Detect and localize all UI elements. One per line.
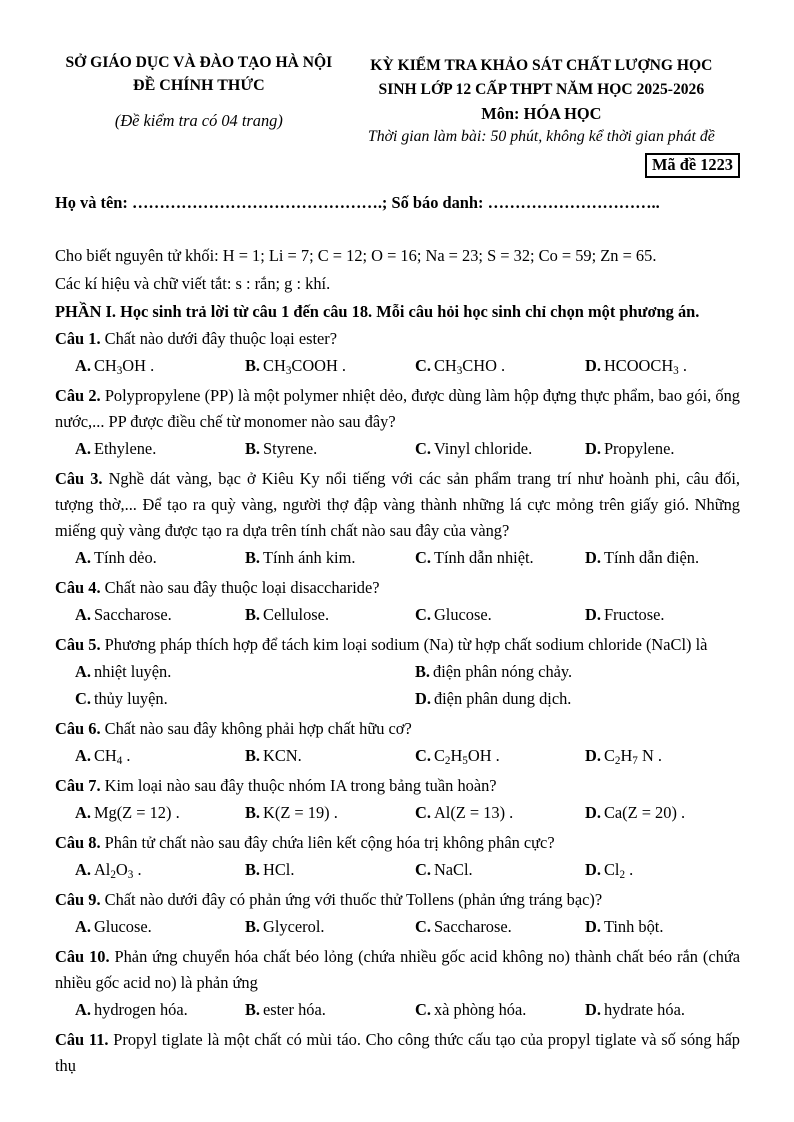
student-info-line <box>55 191 740 214</box>
question-number: Câu 5. <box>55 635 101 654</box>
atomic-masses-note: Cho biết nguyên tử khối: H = 1; Li = 7; C = 12; O = 16; Na = 23; S = 32; Co = 59; Zn = 65. <box>55 246 657 265</box>
option-letter: A. <box>75 746 91 765</box>
question-3-option-b <box>245 544 415 571</box>
question-number: Câu 3. <box>55 469 103 488</box>
question-7-option-d <box>585 799 740 826</box>
question-3-option-a <box>75 544 245 571</box>
name-dots-field: ……………………………………….; <box>131 193 388 212</box>
question-9 <box>55 887 740 940</box>
question-8 <box>55 830 740 883</box>
question-2-options <box>55 435 740 462</box>
option-text: hydrogen hóa. <box>93 1000 188 1019</box>
question-text <box>55 716 740 742</box>
question-text <box>55 632 740 658</box>
option-text: điện phân nóng chảy. <box>433 662 573 681</box>
question-body: Phản ứng chuyển hóa chất béo lỏng (chứa nhiều gốc acid không no) thành chất béo rắn (chứa nhiều gốc acid no) là phản ứng <box>55 947 740 992</box>
name-label: Họ và tên: <box>55 193 128 212</box>
option-letter: C. <box>415 1000 431 1019</box>
option-text: Propylene. <box>603 439 675 458</box>
option-letter: D. <box>585 803 601 822</box>
option-letter: D. <box>585 439 601 458</box>
question-7 <box>55 773 740 826</box>
question-8-option-a <box>75 856 245 883</box>
question-1-option-d <box>585 352 740 379</box>
abbreviations-note: Các kí hiệu và chữ viết tắt: s : rắn; g : khí. <box>55 274 331 293</box>
question-body: Kim loại nào sau đây thuộc nhóm IA trong bảng tuần hoàn? <box>104 776 497 795</box>
question-2-option-d <box>585 435 740 462</box>
question-3-option-d <box>585 544 740 571</box>
option-text: Saccharose. <box>93 605 172 624</box>
question-3 <box>55 466 740 571</box>
option-text: Tinh bột. <box>603 917 664 936</box>
option-letter: D. <box>585 917 601 936</box>
option-text: thủy luyện. <box>93 689 168 708</box>
question-text <box>55 887 740 913</box>
option-text: hydrate hóa. <box>603 1000 685 1019</box>
option-letter: A. <box>75 548 91 567</box>
option-text: điện phân dung dịch. <box>433 689 572 708</box>
question-9-options <box>55 913 740 940</box>
option-text: $Cl_2$ . <box>603 860 634 881</box>
exam-title-block <box>343 54 740 178</box>
question-10-options <box>55 996 740 1023</box>
department-name: SỞ GIÁO DỤC VÀ ĐÀO TẠO HÀ NỘI <box>65 54 333 71</box>
question-5 <box>55 632 740 712</box>
question-1-options <box>55 352 740 379</box>
option-text: ester hóa. <box>263 1000 326 1019</box>
option-text: NaCl. <box>433 860 473 879</box>
question-number: Câu 9. <box>55 890 101 909</box>
question-4-option-d <box>585 601 740 628</box>
official-exam-label: ĐỀ CHÍNH THỨC <box>133 77 265 94</box>
question-number: Câu 6. <box>55 719 101 738</box>
option-letter: C. <box>415 439 431 458</box>
option-letter: D. <box>585 860 601 879</box>
question-3-options <box>55 544 740 571</box>
question-9-option-c <box>415 913 585 940</box>
option-letter: B. <box>245 803 261 822</box>
question-4-option-b <box>245 601 415 628</box>
option-letter: A. <box>75 860 91 879</box>
exam-code-badge: Mã đề 1223 <box>645 153 740 178</box>
question-text <box>55 1027 740 1079</box>
candidate-number-dots-field: ………………………….. <box>487 193 660 212</box>
option-letter: C. <box>415 746 431 765</box>
option-text: Saccharose. <box>433 917 512 936</box>
option-letter: C. <box>415 605 431 624</box>
question-8-option-b <box>245 856 415 883</box>
question-body: Polypropylene (PP) là một polymer nhiệt dẻo, được dùng làm hộp đựng thực phẩm, bao gói, ống nước,... PP được điều chế từ monomer nào sau đây? <box>55 386 740 431</box>
option-letter: A. <box>75 917 91 936</box>
exam-duration: Thời gian làm bài: 50 phút, không kể thời gian phát đề <box>367 128 715 145</box>
question-6-option-c <box>415 742 585 769</box>
option-letter: D. <box>585 746 601 765</box>
question-body: Phương pháp thích hợp để tách kim loại sodium (Na) từ hợp chất sodium chloride (NaCl) là <box>104 635 708 654</box>
option-text: $CH_3COOH$ . <box>263 356 347 377</box>
option-letter: B. <box>245 917 261 936</box>
part1-heading: PHẦN I. Học sinh trả lời từ câu 1 đến câu 18. Mỗi câu hỏi học sinh chỉ chọn một phương án. <box>55 302 700 321</box>
question-1-option-b <box>245 352 415 379</box>
option-text: Styrene. <box>263 439 318 458</box>
question-text <box>55 830 740 856</box>
question-5-option-d <box>415 685 740 712</box>
info-block <box>55 242 740 326</box>
option-letter: B. <box>245 548 261 567</box>
option-text: Tính dẫn điện. <box>603 548 700 567</box>
option-text: $CH_4$ . <box>93 746 131 767</box>
question-4 <box>55 575 740 628</box>
option-text: $CH_3OH$ . <box>93 356 155 377</box>
option-letter: B. <box>245 746 261 765</box>
question-7-options <box>55 799 740 826</box>
question-4-option-a <box>75 601 245 628</box>
question-9-option-a <box>75 913 245 940</box>
option-letter: B. <box>245 439 261 458</box>
question-9-option-d <box>585 913 740 940</box>
question-6-option-d <box>585 742 740 769</box>
question-1 <box>55 326 740 379</box>
question-text <box>55 383 740 435</box>
option-letter: C. <box>75 689 91 708</box>
option-letter: D. <box>585 1000 601 1019</box>
question-number: Câu 11. <box>55 1030 109 1049</box>
option-letter: A. <box>75 803 91 822</box>
option-letter: C. <box>415 917 431 936</box>
subject-name: Môn: HÓA HỌC <box>481 104 602 123</box>
question-body: Chất nào sau đây thuộc loại disaccharide? <box>104 578 380 597</box>
option-text: KCN. <box>263 746 302 765</box>
question-4-option-c <box>415 601 585 628</box>
option-text: Glucose. <box>93 917 152 936</box>
option-letter: D. <box>585 356 601 375</box>
exam-code-row <box>343 153 740 178</box>
question-8-options <box>55 856 740 883</box>
option-text: Ca(Z = 20) . <box>603 803 686 822</box>
option-letter: A. <box>75 356 91 375</box>
option-text: Al(Z = 13) . <box>433 803 514 822</box>
page-count-note: (Đề kiểm tra có 04 trang) <box>114 111 283 130</box>
question-7-option-a <box>75 799 245 826</box>
question-number: Câu 2. <box>55 386 101 405</box>
option-text: $C_2H_5OH$ . <box>433 746 500 767</box>
option-text: Tính dẻo. <box>93 548 157 567</box>
question-5-option-b <box>415 658 740 685</box>
question-body: Propyl tiglate là một chất có mùi táo. Cho công thức cấu tạo của propyl tiglate và số sóng hấp thụ <box>55 1030 740 1075</box>
option-letter: A. <box>75 1000 91 1019</box>
question-2-option-a <box>75 435 245 462</box>
question-number: Câu 10. <box>55 947 110 966</box>
question-7-option-c <box>415 799 585 826</box>
option-letter: B. <box>245 605 261 624</box>
question-8-option-d <box>585 856 740 883</box>
option-text: Glycerol. <box>263 917 325 936</box>
question-10-option-a <box>75 996 245 1023</box>
question-body: Nghề dát vàng, bạc ở Kiêu Ky nổi tiếng với các sản phẩm trang trí như hoành phi, câu đối, tượng thờ,... Để tạo ra quỳ vàng, người thợ đập vàng thành những lá cực mỏng trên giấy gió. Những miếng quỳ vàng được tạo ra dựa trên tính chất nào sau đây của vàng? <box>55 469 740 540</box>
question-10-option-d <box>585 996 740 1023</box>
question-body: Chất nào sau đây không phải hợp chất hữu cơ? <box>104 719 412 738</box>
question-number: Câu 1. <box>55 329 101 348</box>
option-letter: B. <box>245 356 261 375</box>
question-number: Câu 4. <box>55 578 101 597</box>
option-text: $C_2H_7$ N . <box>603 746 663 767</box>
option-letter: A. <box>75 605 91 624</box>
option-text: Fructose. <box>603 605 665 624</box>
question-6-option-a <box>75 742 245 769</box>
option-text: HCl. <box>263 860 295 879</box>
question-6-options <box>55 742 740 769</box>
option-text: Mg(Z = 12) . <box>93 803 180 822</box>
question-5-option-c <box>75 685 415 712</box>
question-text <box>55 575 740 601</box>
option-letter: C. <box>415 803 431 822</box>
question-7-option-b <box>245 799 415 826</box>
option-text: $Al_2O_3$ . <box>93 860 142 881</box>
question-number: Câu 7. <box>55 776 101 795</box>
question-2 <box>55 383 740 462</box>
option-text: Ethylene. <box>93 439 157 458</box>
question-5-options <box>55 658 740 712</box>
question-2-option-c <box>415 435 585 462</box>
question-text <box>55 773 740 799</box>
question-10-option-c <box>415 996 585 1023</box>
option-letter: C. <box>415 548 431 567</box>
question-text <box>55 944 740 996</box>
question-8-option-c <box>415 856 585 883</box>
option-letter: C. <box>415 860 431 879</box>
question-text <box>55 466 740 544</box>
option-text: Tính dẫn nhiệt. <box>433 548 534 567</box>
candidate-number-label: Số báo danh: <box>391 193 484 212</box>
question-3-option-c <box>415 544 585 571</box>
option-text: xà phòng hóa. <box>433 1000 527 1019</box>
option-letter: A. <box>75 662 91 681</box>
issuing-authority-block <box>55 54 343 178</box>
option-text: Glucose. <box>433 605 492 624</box>
question-10 <box>55 944 740 1023</box>
option-letter: B. <box>245 1000 261 1019</box>
question-10-option-b <box>245 996 415 1023</box>
exam-title-line1: KỲ KIỂM TRA KHẢO SÁT CHẤT LƯỢNG HỌC <box>370 57 713 74</box>
option-letter: B. <box>415 662 431 681</box>
question-text <box>55 326 740 352</box>
option-text: $HCOOCH_3$ . <box>603 356 687 377</box>
option-text: Tính ánh kim. <box>263 548 356 567</box>
question-6-option-b <box>245 742 415 769</box>
option-text: Cellulose. <box>263 605 330 624</box>
question-body: Chất nào dưới đây thuộc loại ester? <box>104 329 338 348</box>
option-letter: D. <box>585 605 601 624</box>
question-number: Câu 8. <box>55 833 101 852</box>
option-text: $CH_3CHO$ . <box>433 356 506 377</box>
option-text: Vinyl chloride. <box>433 439 533 458</box>
exam-title-line2: SINH LỚP 12 CẤP THPT NĂM HỌC 2025-2026 <box>378 81 705 98</box>
question-5-option-a <box>75 658 415 685</box>
option-letter: D. <box>415 689 431 708</box>
question-2-option-b <box>245 435 415 462</box>
question-body: Phân tử chất nào sau đây chứa liên kết cộng hóa trị không phân cực? <box>104 833 555 852</box>
question-9-option-b <box>245 913 415 940</box>
question-body: Chất nào dưới đây có phản ứng với thuốc thử Tollens (phản ứng tráng bạc)? <box>104 890 603 909</box>
option-letter: B. <box>245 860 261 879</box>
question-1-option-c <box>415 352 585 379</box>
option-letter: C. <box>415 356 431 375</box>
option-letter: A. <box>75 439 91 458</box>
header <box>55 54 740 178</box>
question-11 <box>55 1027 740 1079</box>
question-1-option-a <box>75 352 245 379</box>
question-6 <box>55 716 740 769</box>
option-text: K(Z = 19) . <box>263 803 338 822</box>
question-4-options <box>55 601 740 628</box>
option-text: nhiệt luyện. <box>93 662 172 681</box>
option-letter: D. <box>585 548 601 567</box>
